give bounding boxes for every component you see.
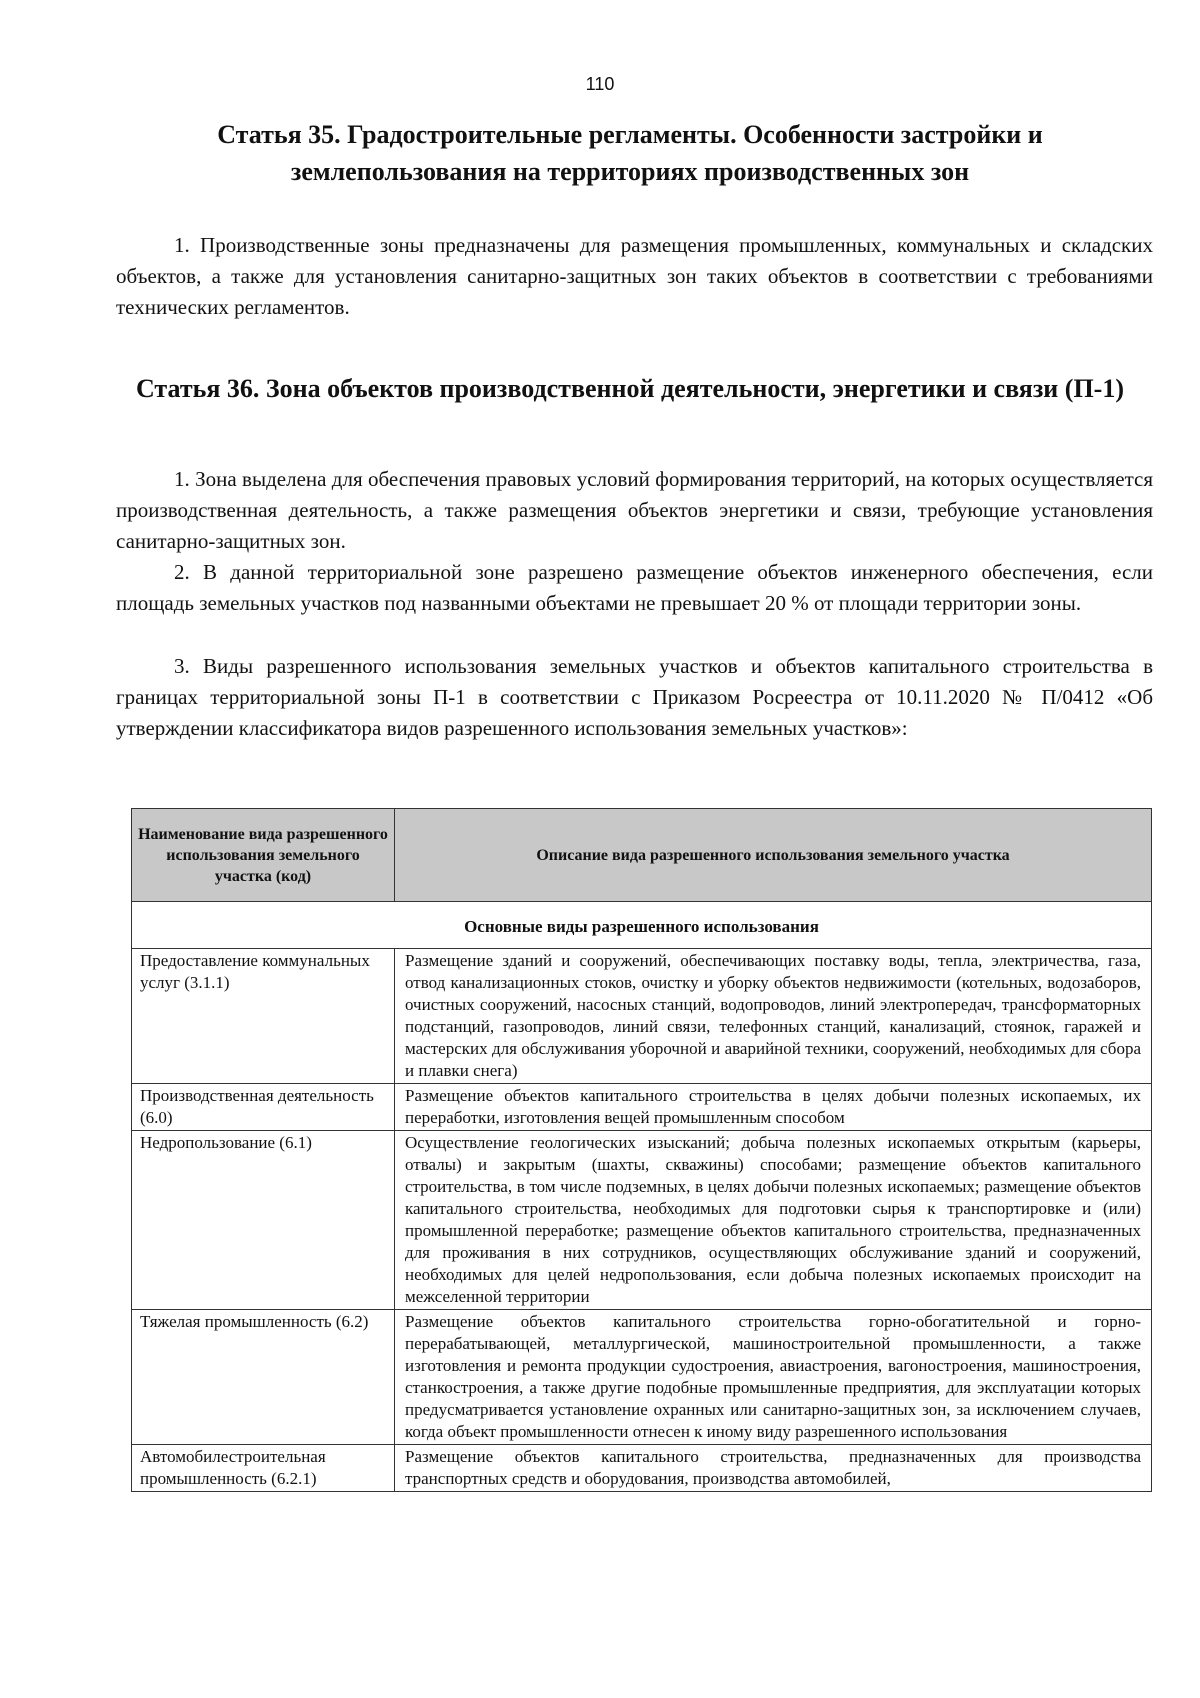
- article-36-title: Статья 36. Зона объектов производственной деятельности, энергетики и связи (П-1): [136, 374, 1124, 403]
- use-name-cell: Тяжелая промышленность (6.2): [132, 1310, 395, 1445]
- use-name-cell: Автомобилестроительная промышленность (6.2.1): [132, 1445, 395, 1492]
- use-name-cell: Предоставление коммунальных услуг (3.1.1): [132, 949, 395, 1084]
- use-description-cell: Размещение зданий и сооружений, обеспечивающих поставку воды, тепла, электричества, газа, отвод канализационных стоков, очистку и уборку объектов недвижимости (котельных, водозаборов, очистных сооружений, насосных станций, водопроводов, линий электропередач, трансформаторных подстанций, газопроводов, линий связи, телефонных станций, канализаций, стоянок, гаражей и мастерских для обслуживания уборочной и аварийной техники, сооружений, необходимых для сбора и плавки снега): [395, 949, 1152, 1084]
- table-row: [132, 1310, 1152, 1445]
- article-36-paragraph-3: 3. Виды разрешенного использования земельных участков и объектов капитального строительства в границах территориальной зоны П-1 в соответствии с Приказом Росреестра от 10.11.2020 № П/0412 «Об утверждении классификатора видов разрешенного использования земельных участков»:: [116, 654, 1153, 740]
- use-description-cell: Размещение объектов капитального строительства горно-обогатительной и горно-перерабатывающей, металлургической, машиностроительной промышленности, а также изготовления и ремонта продукции судостроения, авиастроения, вагоностроения, машиностроения, станкостроения, а также другие подобные промышленные предприятия, для эксплуатации которых предусматривается установление охранных или санитарно-защитных зон, за исключением случаев, когда объект промышленности отнесен к иному виду разрешенного использования: [395, 1310, 1152, 1445]
- header-use-name: Наименование вида разрешенного использования земельного участка (код): [132, 809, 395, 902]
- use-name-cell: Производственная деятельность (6.0): [132, 1084, 395, 1131]
- land-use-table-wrapper: [131, 808, 1151, 1492]
- table-row: [132, 1084, 1152, 1131]
- use-description-cell: Размещение объектов капитального строительства в целях добычи полезных ископаемых, их переработки, изготовления вещей промышленным способом: [395, 1084, 1152, 1131]
- article-35-title: Статья 35. Градостроительные регламенты. Особенности застройки и землепользования на территориях производственных зон: [217, 120, 1043, 186]
- section-title: Основные виды разрешенного использования: [132, 902, 1152, 949]
- article-36-paragraph-2: 2. В данной территориальной зоне разрешено размещение объектов инженерного обеспечения, если площадь земельных участков под названными объектами не превышает 20 % от площади территории зоны.: [116, 560, 1153, 615]
- table-section-row: [132, 902, 1152, 949]
- use-description-cell: Осуществление геологических изысканий; добыча полезных ископаемых открытым (карьеры, отвалы) и закрытым (шахты, скважины) способами; размещение объектов капитального строительства, в том числе подземных, в целях добычи полезных ископаемых; размещение объектов капитального строительства, необходимых для подготовки сырья к транспортировке и (или) промышленной переработке; размещение объектов капитального строительства, предназначенных для проживания в них сотрудников, осуществляющих обслуживание зданий и сооружений, необходимых для целей недропользования, если добыча полезных ископаемых происходит на межселенной территории: [395, 1131, 1152, 1310]
- table-header-row: [132, 809, 1152, 902]
- table-row: [132, 949, 1152, 1084]
- page-number: 110: [585, 74, 615, 94]
- table-row: [132, 1131, 1152, 1310]
- use-name-cell: Недропользование (6.1): [132, 1131, 395, 1310]
- table-row: [132, 1445, 1152, 1492]
- use-description-cell: Размещение объектов капитального строительства, предназначенных для производства транспортных средств и оборудования, производства автомобилей,: [395, 1445, 1152, 1492]
- article-36-paragraph-1: 1. Зона выделена для обеспечения правовых условий формирования территорий, на которых осуществляется производственная деятельность, а также размещения объектов энергетики и связи, требующие установления санитарно-защитных зон.: [116, 467, 1153, 553]
- land-use-table: [131, 808, 1152, 1492]
- header-use-description: Описание вида разрешенного использования земельного участка: [395, 809, 1152, 902]
- article-35-paragraph-1: 1. Производственные зоны предназначены для размещения промышленных, коммунальных и складских объектов, а также для установления санитарно-защитных зон таких объектов в соответствии с требованиями технических регламентов.: [116, 233, 1153, 319]
